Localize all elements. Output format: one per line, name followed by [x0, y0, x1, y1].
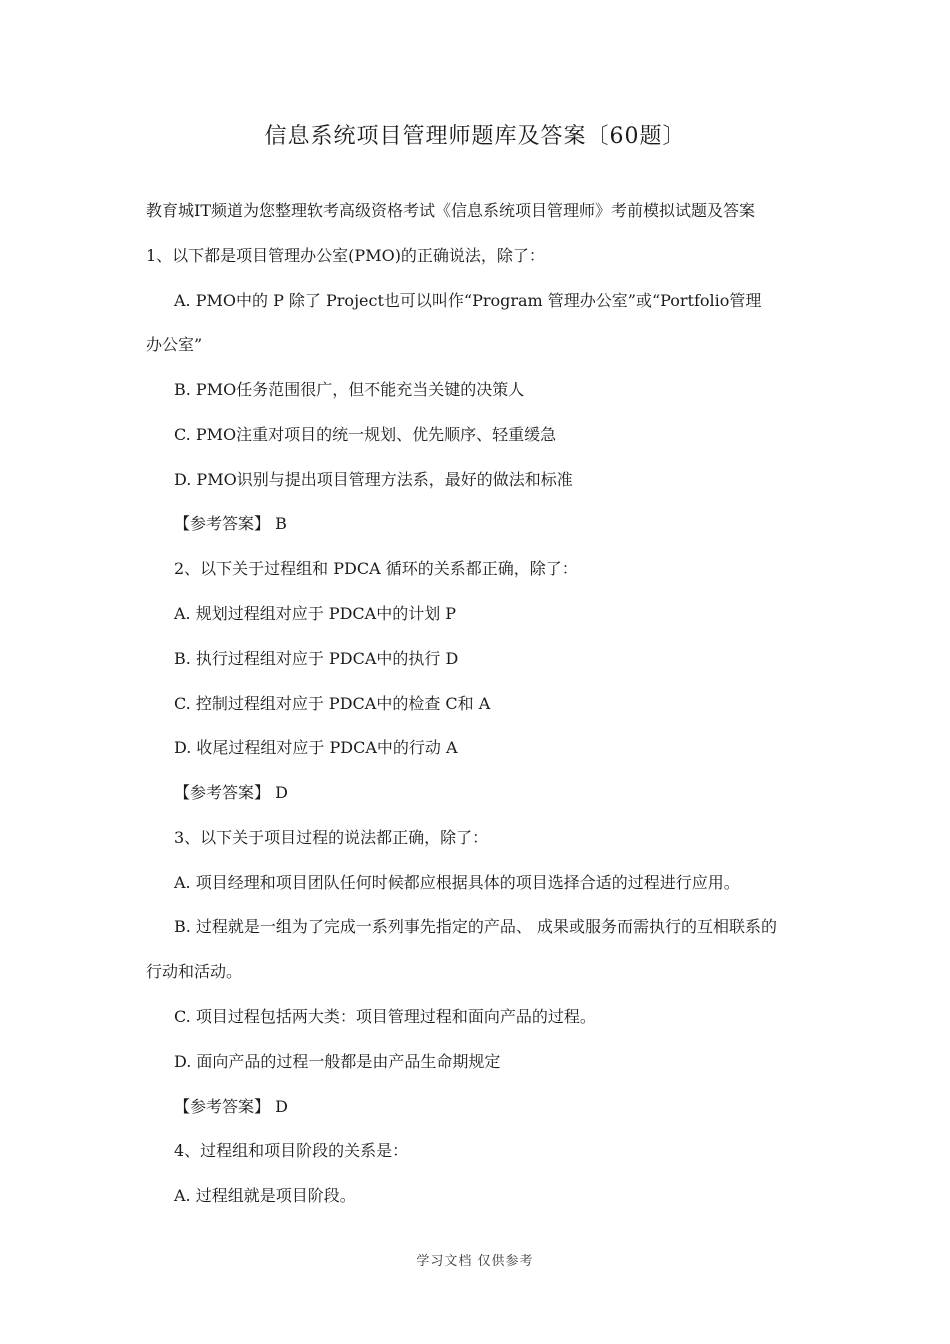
- question-1-option-d: D. PMO识别与提出项目管理方法系，最好的做法和标准: [174, 470, 573, 489]
- question-1-option-a-cont: 办公室”: [146, 335, 203, 354]
- question-3-answer: 【参考答案】 D: [174, 1097, 288, 1116]
- question-2-option-b: B. 执行过程组对应于 PDCA中的执行 D: [174, 649, 459, 668]
- question-2-option-d: D. 收尾过程组对应于 PDCA中的行动 A: [174, 738, 458, 757]
- question-2-stem: 2、以下关于过程组和 PDCA 循环的关系都正确，除了：: [174, 559, 578, 578]
- question-3-option-d: D. 面向产品的过程一般都是由产品生命期规定: [174, 1052, 501, 1071]
- question-3-stem: 3、以下关于项目过程的说法都正确，除了：: [174, 828, 489, 847]
- question-4-option-a: A. 过程组就是项目阶段。: [174, 1186, 356, 1205]
- question-3-option-a: A. 项目经理和项目团队任何时候都应根据具体的项目选择合适的过程进行应用。: [174, 873, 740, 892]
- question-1-option-c: C. PMO注重对项目的统一规划、优先顺序、轻重缓急: [174, 425, 557, 444]
- question-1-option-a: A. PMO中的 P 除了 Project也可以叫作“Program 管理办公室”或“Portfolio管理: [174, 291, 762, 310]
- question-1-stem: 1、以下都是项目管理办公室(PMO)的正确说法，除了：: [146, 246, 545, 265]
- document-title: 信息系统项目管理师题库及答案〔60题〕: [264, 124, 686, 149]
- question-2-option-c: C. 控制过程组对应于 PDCA中的检查 C和 A: [174, 694, 491, 713]
- intro-text: 教育城IT频道为您整理软考高级资格考试《信息系统项目管理师》考前模拟试题及答案: [146, 201, 755, 220]
- question-3-option-b: B. 过程就是一组为了完成一系列事先指定的产品、 成果或服务而需执行的互相联系的: [174, 917, 778, 936]
- page-footer: 学习文档 仅供参考: [416, 1254, 534, 1269]
- question-1-answer: 【参考答案】 B: [174, 514, 287, 533]
- question-2-answer: 【参考答案】 D: [174, 783, 288, 802]
- question-2-option-a: A. 规划过程组对应于 PDCA中的计划 P: [174, 604, 457, 623]
- question-1-option-b: B. PMO任务范围很广，但不能充当关键的决策人: [174, 380, 525, 399]
- question-3-option-c: C. 项目过程包括两大类：项目管理过程和面向产品的过程。: [174, 1007, 596, 1026]
- question-3-option-b-cont: 行动和活动。: [146, 962, 243, 981]
- question-4-stem: 4、过程组和项目阶段的关系是：: [174, 1141, 409, 1160]
